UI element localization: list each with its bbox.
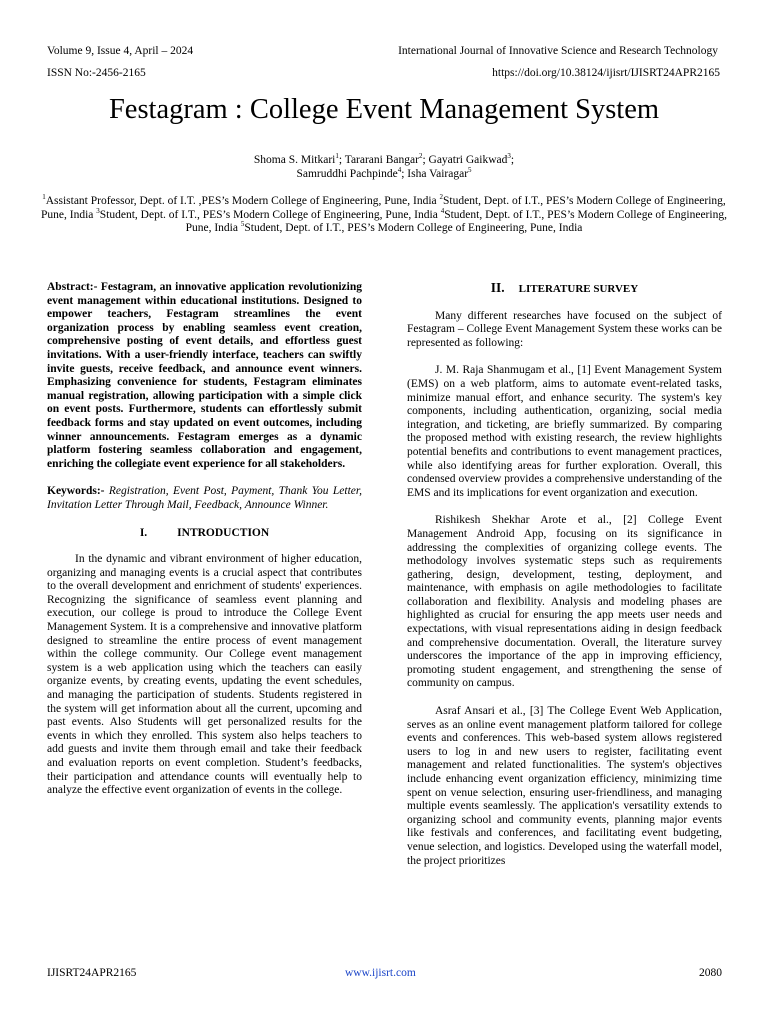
keywords-label: Keywords:- (47, 485, 105, 498)
author-name: Shoma S. Mitkari (253, 154, 336, 166)
author-sup: 2 (418, 152, 423, 161)
author-sup: 4 (397, 166, 402, 175)
affil-sup: 4 (440, 206, 445, 215)
affil-text: Student, Dept. of I.T., PES’s Modern College of Engineering, Pune, India (41, 195, 726, 221)
doi-link[interactable]: https://doi.org/10.38124/ijisrt/IJISRT24APR2165 (492, 67, 720, 79)
affil-sup: 2 (439, 193, 443, 202)
keywords (47, 485, 362, 512)
author-separator: ; (510, 154, 515, 166)
volume-info: Volume 9, Issue 4, April – 2024 (47, 45, 194, 57)
footer-website-link[interactable]: www.ijisrt.com (345, 967, 416, 979)
affil-sup: 1 (42, 193, 46, 202)
author-name: ; Gayatri Gaikwad (422, 154, 508, 166)
section-title: LITERATURE SURVEY (518, 283, 639, 295)
affiliations (40, 195, 728, 236)
literature-paragraph: Many different researches have focused on the subject of Festagram – College Event Management System these works can be represented as following: (407, 309, 722, 349)
affil-text: Student, Dept. of I.T., PES’s Modern College of Engineering, Pune, India (185, 208, 727, 235)
author-name: ; Tararani Bangar (338, 154, 419, 166)
introduction-text: In the dynamic and vibrant environment of higher education, organizing and managing events is a crucial aspect that contributes to the overall development and enrichment of students' experiences. Recognizing the significance of seamless event planning and execution, our college is proud to introduce the College Event Management System. It is a comprehensive and innovative platform designed to streamline the entire process of event management within the college community. Our College event management system is a web application using which the teachers can easily organize events, by creating events, updating the event schedules, and managing the participation of students. Students registered in the system will get information about all the current, upcoming and past events. Also Students will get personalized results for the events in which they enrolled. This system also helps teachers to add guests and invite them through email and take their feedback and evaluation reports on event completion. Student’s feedbacks, their participation and attendance counts will eventually help to analyze the effective event organization of events in the college. (47, 553, 362, 797)
author-name: Samruddhi Pachpinde (296, 168, 398, 180)
abstract (47, 281, 362, 471)
affil-sup: 3 (96, 206, 100, 215)
author-sup: 5 (468, 166, 472, 175)
literature-paragraph: Rishikesh Shekhar Arote et al., [2] College Event Management Android App, focusing on its significance in addressing the complexities of organizing college events. The methodology involves systematic steps such as requirements gathering, design, development, testing, deployment, and maintenance, with emphasis on agile methodologies to facilitate collaboration and flexibility. Analysis and modeling phases are highlighted as crucial for ensuring the app meets user needs and expectations, with visual representations aiding in design feedback and comprehensive documentation. Overall, the literature survey underscores the importance of the app in improving efficiency, promoting student engagement, and strengthening the sense of community on campus. (407, 514, 722, 690)
literature-paragraph: Asraf Ansari et al., [3] The College Event Web Application, serves as an online event management platform tailored for college events and conferences. This web-based system allows registered users to log in and new users to register, facilitating event management and related functionalities. The system's objectives include enhancing event organization efficiency, minimizing time spent on venue selection, ensuring user-friendliness, and managing multiple events seamlessly. The application's versatility extends to organizing school and community events, planning major events like festivals and conferences, and facilitating event budgeting, venue selection, and logistics. Developed using the waterfall model, the project prioritizes (407, 705, 722, 867)
issn: ISSN No:-2456-2165 (47, 67, 146, 79)
journal-name: International Journal of Innovative Science and Research Technology (398, 45, 718, 57)
abstract-text: Abstract:- Festagram, an innovative application revolutionizing event management within educational institutions. Designed to empower teachers, Festagram streamlines the event organization process by enabling seamless event creation, comprehensive posting of event details, and effortless guest invitations. With a user-friendly interface, teachers can swiftly invite guests, receive feedback, and announce event winners. Emphasizing convenience for students, Festagram eliminates manual registration, allowing participation with a simple click on event posts. Furthermore, students can effortlessly submit feedback forms and stay updated on event outcomes, including winner announcements. Festagram emerges as a dynamic platform fostering seamless collaboration and engagement, enriching the collegiate event experience for all stakeholders. (47, 281, 362, 470)
paper-title: Festagram : College Event Management System (108, 94, 660, 125)
affil-text: Assistant Professor, Dept. of I.T. ,PES’s Modern College of Engineering, Pune, India (45, 195, 440, 207)
author-sup: 3 (507, 152, 511, 161)
section-number: I. (139, 526, 148, 539)
author-name: ; Isha Vairagar (401, 168, 469, 180)
section-title: INTRODUCTION (177, 526, 270, 539)
author-sup: 1 (335, 152, 339, 161)
affil-sup: 5 (240, 220, 245, 229)
affil-text: Student, Dept. of I.T., PES’s Modern College of Engineering, Pune, India (244, 222, 583, 235)
section-number: II. (490, 280, 505, 295)
footer-code: IJISRT24APR2165 (47, 967, 137, 979)
affil-text: Student, Dept. of I.T., PES’s Modern College of Engineering, Pune, India (99, 208, 441, 221)
right-column (407, 281, 722, 882)
section-heading-introduction (47, 527, 362, 541)
section-heading-literature (407, 281, 722, 297)
left-column (47, 281, 362, 798)
author-list (150, 153, 618, 181)
page-number: 2080 (699, 967, 722, 979)
literature-paragraph: J. M. Raja Shanmugam et al., [1] Event Management System (EMS) on a web platform, aims to automate event-related tasks, minimize manual effort, and enhance security. The system's key components, including authentication, organizing, social media integration, and ticketing, are briefly summarized. By comparing the proposed method with existing research, the review highlights potential benefits and contributions to event management practices, while also identifying areas for further exploration. Overall, this condensed overview provides a comprehensive understanding of the EMS and its implications for event organization and execution. (407, 364, 722, 499)
keywords-text: Registration, Event Post, Payment, Thank You Letter, Invitation Letter Through Mail, Feedback, Announce Winner. (47, 485, 362, 511)
